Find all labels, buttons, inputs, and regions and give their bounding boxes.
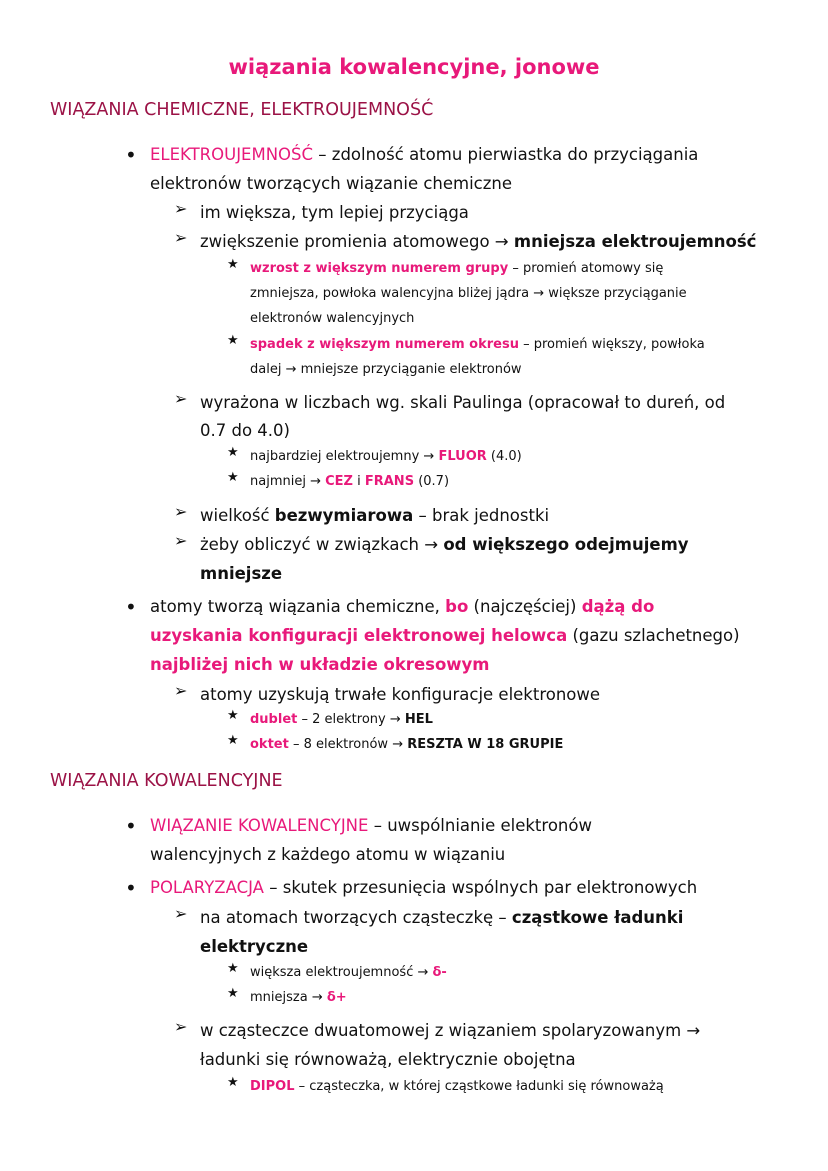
item-text: żeby obliczyć w związkach → bbox=[200, 535, 444, 554]
list-item-cont: elektronów walencyjnych bbox=[250, 311, 415, 326]
item-text: – skutek przesunięcia wspólnych par elektronowych bbox=[263, 878, 698, 897]
list-item bbox=[250, 1074, 664, 1099]
star-bullet-icon: ★ bbox=[227, 333, 239, 348]
arrow-bullet-icon: ➢ bbox=[174, 502, 188, 521]
section-heading-covalent-bonds: WIĄZANIA KOWALENCYJNE bbox=[50, 771, 283, 791]
star-bullet-icon: ★ bbox=[227, 257, 239, 272]
list-item: wyrażona w liczbach wg. skali Paulinga (opracował to dureń, od bbox=[200, 393, 726, 412]
term-highlight: FRANS bbox=[364, 474, 415, 489]
list-item-cont: zmniejsza, powłoka walencyjna bliżej jądra → większe przyciąganie bbox=[250, 286, 687, 301]
item-text: i bbox=[352, 474, 365, 489]
bullet-dot: • bbox=[125, 595, 137, 619]
term-highlight: POLARYZACJA bbox=[150, 878, 264, 897]
list-item bbox=[250, 332, 705, 357]
bold-text: bezwymiarowa bbox=[274, 506, 414, 525]
star-bullet-icon: ★ bbox=[227, 1075, 239, 1090]
term-highlight: WIĄZANIE KOWALENCYJNE bbox=[150, 816, 369, 835]
list-item bbox=[250, 707, 433, 732]
arrow-bullet-icon: ➢ bbox=[174, 531, 188, 550]
term-highlight: dążą do bbox=[581, 597, 655, 616]
list-item bbox=[200, 903, 683, 932]
term-highlight: δ+ bbox=[326, 990, 347, 1005]
star-bullet-icon: ★ bbox=[227, 961, 239, 976]
star-bullet-icon: ★ bbox=[227, 733, 239, 748]
item-text: – 2 elektrony → bbox=[297, 712, 405, 727]
star-bullet-icon: ★ bbox=[227, 708, 239, 723]
item-text: mniejsza → bbox=[250, 990, 327, 1005]
bold-text: mniejsza elektroujemność bbox=[513, 232, 757, 251]
list-item bbox=[150, 140, 698, 169]
term-highlight: spadek z większym numerem okresu bbox=[250, 337, 519, 352]
list-item-cont: najbliżej nich w układzie okresowym bbox=[150, 655, 490, 674]
term-highlight: bo bbox=[445, 597, 469, 616]
star-bullet-icon: ★ bbox=[227, 445, 239, 460]
star-bullet-icon: ★ bbox=[227, 470, 239, 485]
item-text: wielkość bbox=[200, 506, 275, 525]
term-highlight: δ- bbox=[432, 965, 447, 980]
item-text: najmniej → bbox=[250, 474, 326, 489]
item-text: (najczęściej) bbox=[468, 597, 582, 616]
list-item: atomy uzyskują trwałe konfiguracje elektronowe bbox=[200, 685, 601, 704]
item-text: – uwspólnianie elektronów bbox=[368, 816, 592, 835]
bold-text: RESZTA W 18 GRUPIE bbox=[407, 737, 564, 752]
list-item-cont: dalej → mniejsze przyciąganie elektronów bbox=[250, 362, 522, 377]
list-item bbox=[250, 960, 447, 985]
list-item-cont: mniejsze bbox=[200, 564, 283, 583]
list-item bbox=[200, 530, 689, 559]
item-text: – promień atomowy się bbox=[508, 261, 664, 276]
arrow-bullet-icon: ➢ bbox=[174, 228, 188, 247]
list-item-cont: 0.7 do 4.0) bbox=[200, 421, 290, 440]
list-item-cont bbox=[150, 621, 740, 650]
item-text: – brak jednostki bbox=[413, 506, 550, 525]
item-text: (0.7) bbox=[414, 474, 450, 489]
term-highlight: DIPOL bbox=[250, 1079, 295, 1094]
list-item-cont: ładunki się równoważą, elektrycznie obojętna bbox=[200, 1050, 576, 1069]
list-item bbox=[150, 873, 697, 902]
item-text: – 8 elektronów → bbox=[288, 737, 408, 752]
list-item: w cząsteczce dwuatomowej z wiązaniem spolaryzowanym → bbox=[200, 1021, 701, 1040]
item-text: zwiększenie promienia atomowego → bbox=[200, 232, 514, 251]
list-item bbox=[150, 592, 654, 621]
item-text: na atomach tworzących cząsteczkę – bbox=[200, 908, 512, 927]
item-text: – promień większy, powłoka bbox=[518, 337, 705, 352]
term-highlight: wzrost z większym numerem grupy bbox=[250, 261, 509, 276]
arrow-bullet-icon: ➢ bbox=[174, 1017, 188, 1036]
list-item bbox=[150, 811, 592, 840]
bullet-dot: • bbox=[125, 876, 137, 900]
arrow-bullet-icon: ➢ bbox=[174, 904, 188, 923]
section-heading-chemical-bonds: WIĄZANIA CHEMICZNE, ELEKTROUJEMNOŚĆ bbox=[50, 100, 434, 120]
list-item bbox=[250, 256, 663, 281]
list-item-cont: elektryczne bbox=[200, 937, 309, 956]
arrow-bullet-icon: ➢ bbox=[174, 199, 188, 218]
item-text: najbardziej elektroujemny → bbox=[250, 449, 439, 464]
list-item-cont: walencyjnych z każdego atomu w wiązaniu bbox=[150, 845, 506, 864]
item-text: (gazu szlachetnego) bbox=[567, 626, 740, 645]
star-bullet-icon: ★ bbox=[227, 986, 239, 1001]
bullet-dot: • bbox=[125, 143, 137, 167]
term-highlight: ELEKTROUJEMNOŚĆ bbox=[150, 145, 314, 164]
arrow-bullet-icon: ➢ bbox=[174, 681, 188, 700]
term-highlight: FLUOR bbox=[438, 449, 487, 464]
bold-text: cząstkowe ładunki bbox=[511, 908, 684, 927]
list-item-cont: elektronów tworzących wiązanie chemiczne bbox=[150, 174, 513, 193]
item-text: – zdolność atomu pierwiastka do przyciągania bbox=[313, 145, 699, 164]
term-highlight: uzyskania konfiguracji elektronowej helowca bbox=[150, 626, 568, 645]
list-item: im większa, tym lepiej przyciąga bbox=[200, 203, 469, 222]
list-item bbox=[250, 732, 563, 757]
term-highlight: oktet bbox=[250, 737, 289, 752]
list-item bbox=[200, 227, 756, 256]
arrow-bullet-icon: ➢ bbox=[174, 389, 188, 408]
list-item bbox=[250, 444, 522, 469]
item-text: większa elektroujemność → bbox=[250, 965, 433, 980]
bullet-dot: • bbox=[125, 814, 137, 838]
list-item bbox=[250, 985, 347, 1010]
item-text: (4.0) bbox=[486, 449, 522, 464]
item-text: – cząsteczka, w której cząstkowe ładunki się równoważą bbox=[294, 1079, 664, 1094]
page-title: wiązania kowalencyjne, jonowe bbox=[228, 55, 600, 79]
term-highlight: dublet bbox=[250, 712, 298, 727]
list-item bbox=[250, 469, 449, 494]
item-text: atomy tworzą wiązania chemiczne, bbox=[150, 597, 446, 616]
bold-text: HEL bbox=[404, 712, 433, 727]
list-item bbox=[200, 501, 549, 530]
bold-text: od większego odejmujemy bbox=[443, 535, 689, 554]
term-highlight: CEZ bbox=[325, 474, 353, 489]
